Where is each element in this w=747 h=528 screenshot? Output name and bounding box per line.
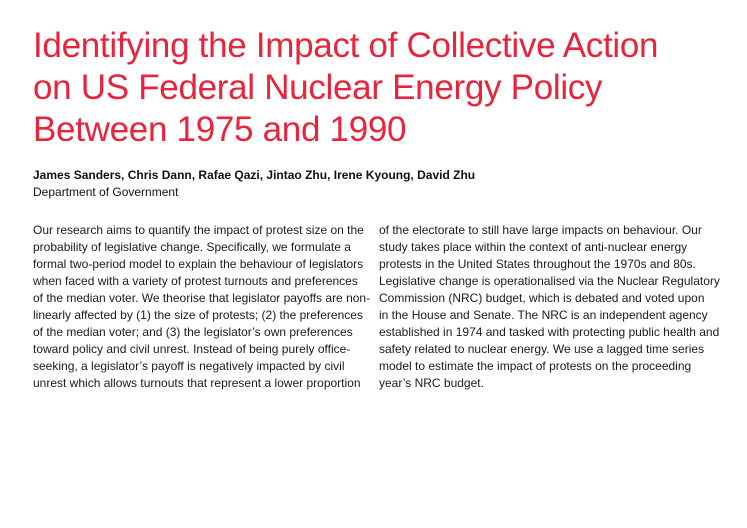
text-line: of the median voter; and (3) the legislator’s own preferences (33, 325, 353, 339)
paper-title (33, 25, 723, 151)
text-line: model to estimate the impact of protests on the proceeding (379, 359, 692, 373)
text-line: linearly affected by (1) the size of protests; (2) the preferences (33, 308, 363, 322)
abstract-column-right (379, 222, 719, 392)
title-line: on US Federal Nuclear Energy Policy (33, 68, 603, 107)
text-line: protests in the United States throughout the 1970s and 80s. (379, 257, 696, 271)
text-line: toward policy and civil unrest. Instead of being purely office- (33, 342, 351, 356)
text-line: Our research aims to quantify the impact of protest size on the (33, 223, 364, 237)
text-line: when faced with a variety of protest turnouts and preferences (33, 274, 358, 288)
title-line: Identifying the Impact of Collective Action (33, 26, 659, 65)
text-line: of the median voter. We theorise that legislator payoffs are non- (33, 291, 371, 305)
author-list: James Sanders, Chris Dann, Rafae Qazi, Jintao Zhu, Irene Kyoung, David Zhu (33, 168, 476, 182)
title-line: Between 1975 and 1990 (33, 110, 407, 149)
text-line: Commission (NRC) budget, which is debated and voted upon (379, 291, 705, 305)
text-line: Legislative change is operationalised via the Nuclear Regulatory (379, 274, 720, 288)
abstract-column-left (33, 222, 371, 392)
text-line: safety related to nuclear energy. We use a lagged time series (379, 342, 705, 356)
text-line: formal two-period model to explain the behaviour of legislators (33, 257, 364, 271)
text-line: unrest which allows turnouts that represent a lower proportion (33, 376, 361, 390)
text-line: established in 1974 and tasked with protecting public health and (379, 325, 720, 339)
text-line: seeking, a legislator’s payoff is negatively impacted by civil (33, 359, 345, 373)
department: Department of Government (33, 185, 179, 199)
text-line: probability of legislative change. Specifically, we formulate a (33, 240, 351, 254)
text-line: year’s NRC budget. (379, 376, 484, 390)
text-line: in the House and Senate. The NRC is an independent agency (379, 308, 708, 322)
text-line: of the electorate to still have large impacts on behaviour. Our (379, 223, 702, 237)
text-line: study takes place within the context of anti-nuclear energy (379, 240, 688, 254)
